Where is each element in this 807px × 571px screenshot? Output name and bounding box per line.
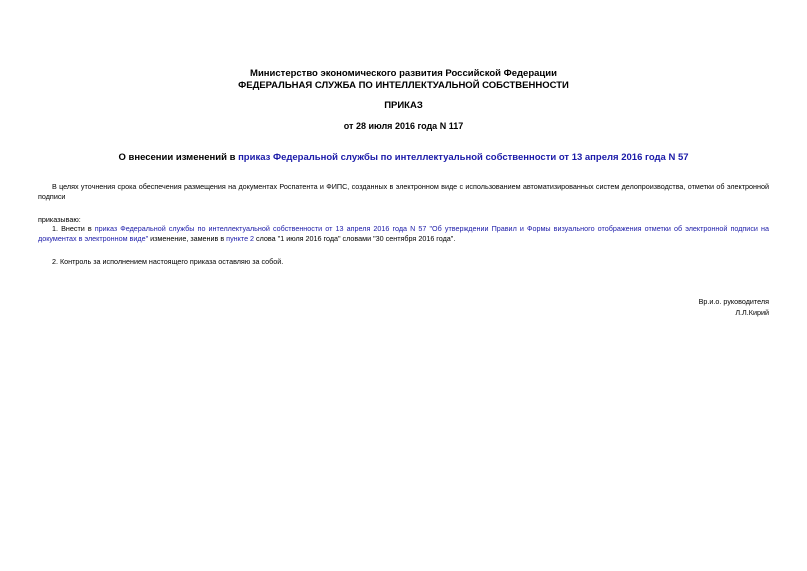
- signatory-name: Л.Л.Кирий: [735, 308, 769, 317]
- document-date-number: от 28 июля 2016 года N 117: [343, 121, 464, 131]
- order-word: приказываю:: [38, 215, 81, 224]
- signatory-position: Вр.и.о. руководителя: [698, 297, 769, 306]
- item-1-paragraph: [38, 224, 769, 244]
- item-1-prefix: 1. Внести в: [52, 224, 95, 233]
- item-1-suffix: слова "1 июля 2016 года" словами "30 сентября 2016 года".: [254, 234, 456, 243]
- ministry-name: Министерство экономического развития Российской Федерации: [250, 68, 557, 79]
- item-1-order-link[interactable]: приказ Федеральной службы по интеллектуальной собственности от 13 апреля 2016 года N 57 "Об утверждении Правил и Формы визуального отображения отметки об электронной подписи на документах в электронном виде": [38, 224, 769, 243]
- item-1-mid: изменение, заменив в: [148, 234, 227, 243]
- title-prefix: О внесении изменений в: [118, 152, 239, 163]
- document-type: ПРИКАЗ: [384, 100, 423, 111]
- item-1-clause-link[interactable]: пункте 2: [226, 234, 255, 243]
- document-title: [38, 152, 769, 163]
- service-name: ФЕДЕРАЛЬНАЯ СЛУЖБА ПО ИНТЕЛЛЕКТУАЛЬНОЙ СОБСТВЕННОСТИ: [238, 80, 569, 91]
- preamble-paragraph: В целях уточнения срока обеспечения размещения на документах Роспатента и ФИПС, созданных в электронном виде с использованием автоматизированных систем делопроизводства, отметки об электронной подписи: [38, 182, 769, 201]
- item-2-paragraph: 2. Контроль за исполнением настоящего приказа оставляю за собой.: [52, 257, 284, 266]
- title-order-link[interactable]: приказ Федеральной службы по интеллектуальной собственности от 13 апреля 2016 года N 57: [238, 152, 689, 163]
